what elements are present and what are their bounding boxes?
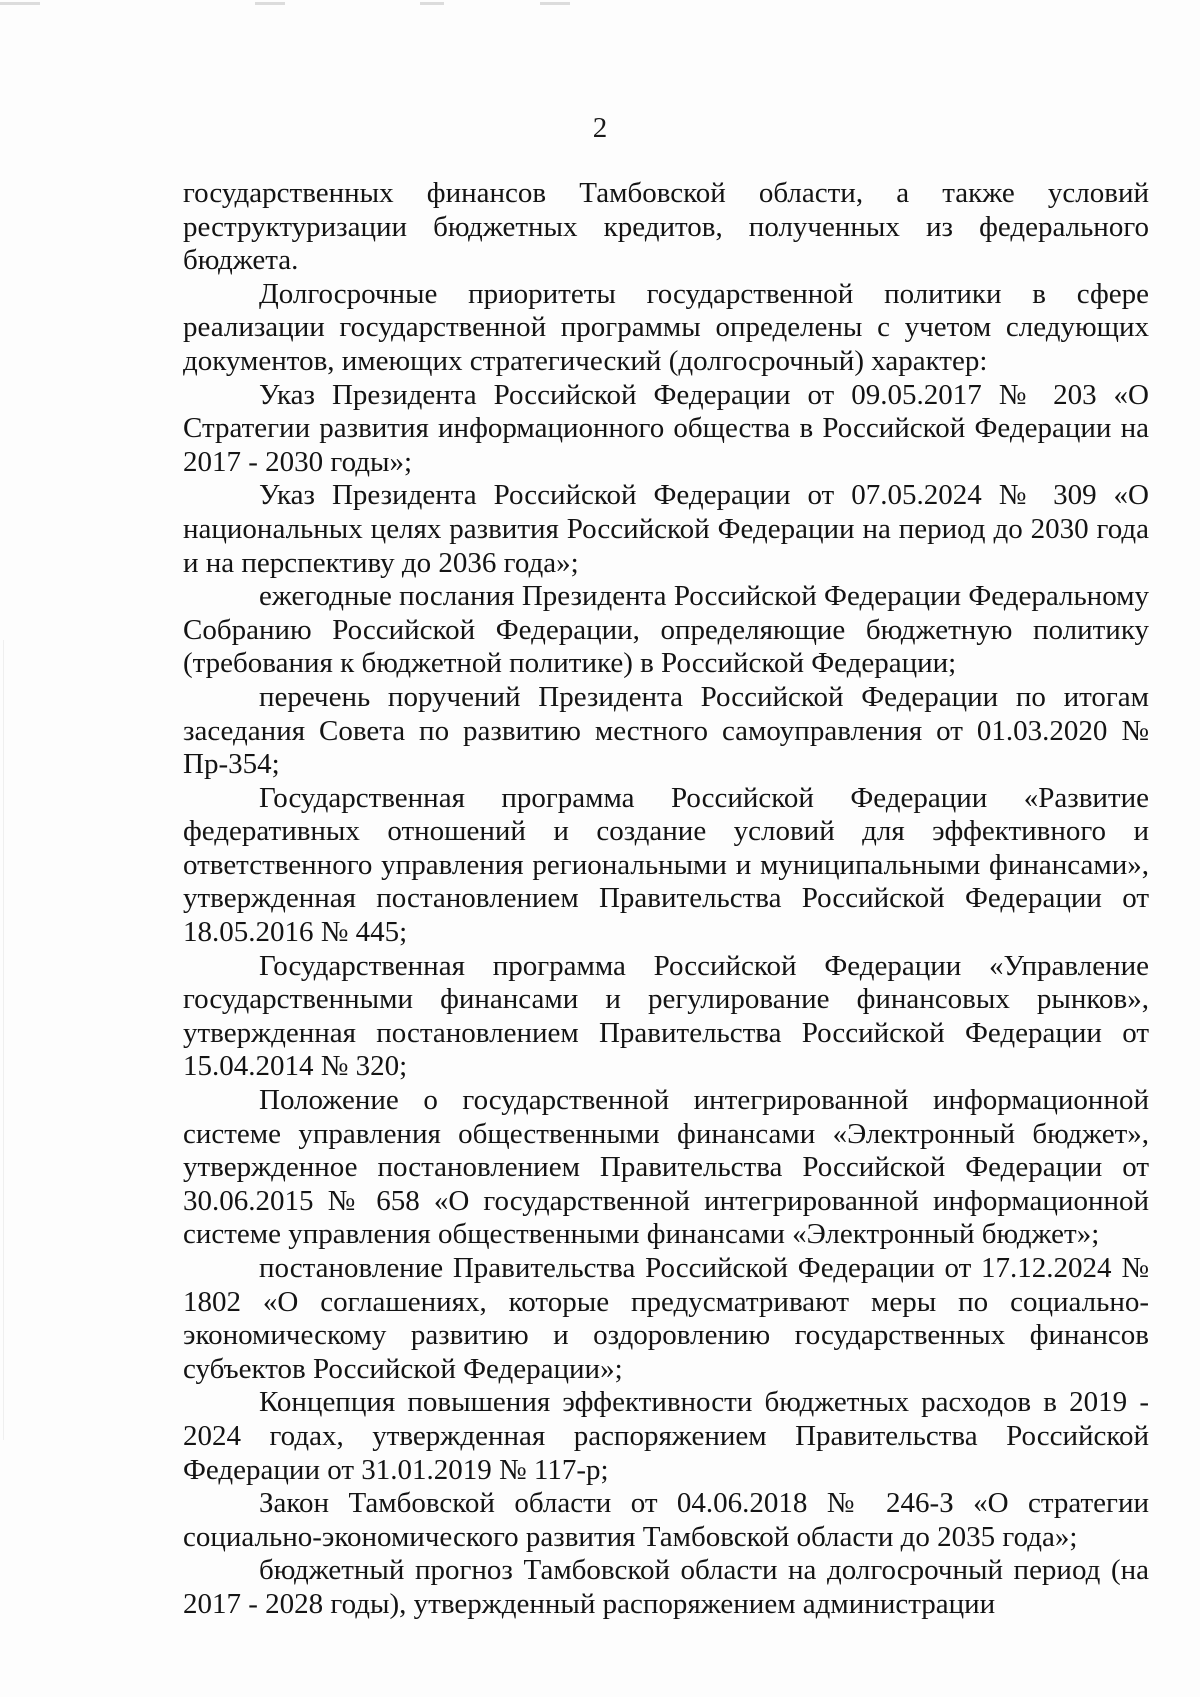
paragraph: бюджетный прогноз Тамбовской области на долгосрочный период (на 2017 - 2028 годы), утвержденный распоряжением администрации <box>183 1554 1149 1620</box>
document-body <box>183 177 1149 1622</box>
paragraph: Указ Президента Российской Федерации от 09.05.2017 № 203 «О Стратегии развития информационного общества в Российской Федерации на 2017 - 2030 годы»; <box>183 378 1149 478</box>
paragraph: Концепция повышения эффективности бюджетных расходов в 2019 - 2024 годах, утвержденная распоряжением Правительства Российской Федерации от 31.01.2019 № 117-р; <box>183 1386 1149 1486</box>
paragraph: постановление Правительства Российской Федерации от 17.12.2024 № 1802 «О соглашениях, которые предусматривают меры по социально-экономическому развитию и оздоровлению государственных финансов субъектов Российской Федерации»; <box>183 1252 1149 1385</box>
paragraph: Государственная программа Российской Федерации «Управление государственными финансами и регулирование финансовых рынков», утвержденная постановлением Правительства Российской Федерации от 15.04.2014 № 320; <box>183 949 1149 1083</box>
paragraph: Долгосрочные приоритеты государственной политики в сфере реализации государственной программы определены с учетом следующих документов, имеющих стратегический (долгосрочный) характер: <box>183 277 1149 377</box>
paragraph: Указ Президента Российской Федерации от 07.05.2024 № 309 «О национальных целях развития Российской Федерации на период до 2030 года и на перспективу до 2036 года»; <box>183 479 1149 579</box>
paragraph: Закон Тамбовской области от 04.06.2018 № 246-З «О стратегии социально-экономического развития Тамбовской области до 2035 года»; <box>183 1487 1149 1553</box>
scan-artifact <box>420 2 444 5</box>
paragraph: перечень поручений Президента Российской Федерации по итогам заседания Совета по развитию местного самоуправления от 01.03.2020 № Пр-354; <box>183 680 1149 781</box>
scan-edge <box>3 640 4 1440</box>
paragraph: государственных финансов Тамбовской области, а также условий реструктуризации бюджетных кредитов, полученных из федерального бюджета. <box>183 177 1149 277</box>
paragraph: Положение о государственной интегрированной информационной системе управления общественными финансами «Электронный бюджет», утвержденное постановлением Правительства Российской Федерации от 30.06.2015 № 658 «О государственной интегрированной информационной системе управления общественными финансами «Электронный бюджет»; <box>183 1084 1149 1251</box>
paragraph: ежегодные послания Президента Российской Федерации Федеральному Собранию Российской Федерации, определяющие бюджетную политику (требования к бюджетной политике) в Российской Федерации; <box>183 580 1149 680</box>
scan-artifact <box>0 2 40 5</box>
paragraph: Государственная программа Российской Федерации «Развитие федеративных отношений и создание условий для эффективного и ответственного управления региональными и муниципальными финансами», утвержденная постановлением Правительства Российской Федерации от 18.05.2016 № 445; <box>183 781 1149 949</box>
scan-artifact <box>540 2 570 5</box>
scan-artifact <box>255 2 285 5</box>
page-number: 2 <box>592 112 608 144</box>
